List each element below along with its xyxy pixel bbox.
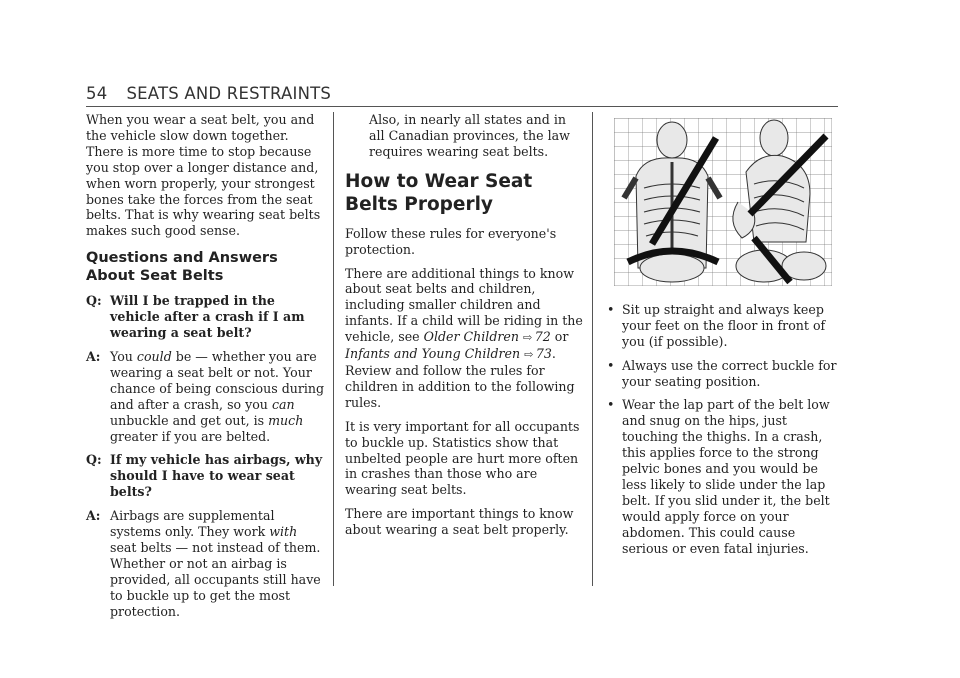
emphasis: can <box>271 396 295 412</box>
question-1 <box>86 293 326 341</box>
question-label: Q: <box>86 452 102 468</box>
column-1 <box>86 112 326 627</box>
section-title: SEATS AND RESTRAINTS <box>126 84 332 103</box>
section-heading: How to Wear Seat Belts Properly <box>345 170 533 215</box>
paragraph: There are important things to know about wearing a seat belt properly. <box>345 506 574 538</box>
bullet-icon: • <box>607 357 615 373</box>
seat-belt-skeleton-illustration <box>614 118 832 286</box>
emphasis: much <box>268 412 304 428</box>
list-item-text: Sit up straight and always keep your feet on the floor in front of you (if possible). <box>622 301 826 349</box>
question-text: Will I be trapped in the vehicle after a crash if I am wearing a seat belt? <box>110 293 305 341</box>
bullet-icon: • <box>607 397 615 413</box>
bullet-icon: • <box>607 301 615 317</box>
list-item <box>604 358 844 390</box>
column-divider-1 <box>333 112 334 586</box>
children-paragraph <box>345 266 585 411</box>
paragraph: Follow these rules for everyone's protection. <box>345 225 557 257</box>
page-number: 54 <box>86 84 108 103</box>
page-ref-arrow-icon: ⇨ <box>524 348 534 362</box>
paragraph-text: or <box>550 329 569 345</box>
list-item <box>604 397 844 556</box>
answer-text: greater if you are belted. <box>110 428 271 444</box>
answer-text: Airbags are supplemental systems only. They work <box>110 508 275 540</box>
answer-label: A: <box>86 348 101 364</box>
qa-heading: Questions and Answers About Seat Belts <box>86 250 278 285</box>
infants-page[interactable]: 73 <box>535 346 552 362</box>
continued-paragraph: Also, in nearly all states and in all Canadian provinces, the law requires wearing seat belts. <box>369 112 570 159</box>
page-header <box>86 84 838 107</box>
answer-text: be — whether you are wearing a seat belt or not. Your chance of being conscious during and after a crash, so you <box>110 348 325 412</box>
older-children-link[interactable]: Older Children <box>423 329 519 345</box>
answer-text: seat belts — not instead of them. Whether or not an airbag is provided, all occupants still have to buckle up to get the most protection. <box>110 539 321 619</box>
list-item-text: Wear the lap part of the belt low and snug on the hips, just touching the thighs. In a crash, this applies force to the strong pelvic bones and you would be less likely to slide under the lap belt. If you slid under it, the belt would apply force on your abdomen. This could cause serious or even fatal injuries. <box>622 397 830 556</box>
page-ref-arrow-icon: ⇨ <box>522 331 533 345</box>
paragraph-text: There are additional things to know about seat belts and children, including smaller children and infants. If a child will be riding in the vehicle, see <box>345 265 583 345</box>
column-3 <box>604 112 844 565</box>
seat-belt-rules-list <box>604 302 844 557</box>
column-divider-2 <box>592 112 593 586</box>
answer-2 <box>86 508 326 619</box>
question-2 <box>86 452 326 500</box>
emphasis: could <box>136 348 172 364</box>
paragraph-text: . Review and follow the rules for children in addition to the following rules. <box>345 346 575 410</box>
infants-link[interactable]: Infants and Young Children <box>345 346 521 362</box>
answer-1 <box>86 349 326 444</box>
older-children-page[interactable]: 72 <box>534 329 551 345</box>
intro-paragraph: When you wear a seat belt, you and the vehicle slow down together. There is more time to stop because you stop over a longer distance and, when worn properly, your strongest bones take the forces from the seat belts. That is why wearing seat belts makes such good sense. <box>86 112 321 239</box>
emphasis: with <box>269 524 298 540</box>
list-item <box>604 302 844 350</box>
paragraph: It is very important for all occupants to buckle up. Statistics show that unbelted people are hurt more often in crashes than those who are wearing seat belts. <box>345 418 580 498</box>
answer-text: You <box>110 348 137 364</box>
question-text: If my vehicle has airbags, why should I have to wear seat belts? <box>110 452 323 500</box>
answer-label: A: <box>86 508 101 524</box>
list-item-text: Always use the correct buckle for your seating position. <box>622 357 837 389</box>
column-2 <box>345 112 585 546</box>
question-label: Q: <box>86 293 102 309</box>
answer-text: unbuckle and get out, is <box>110 412 269 428</box>
